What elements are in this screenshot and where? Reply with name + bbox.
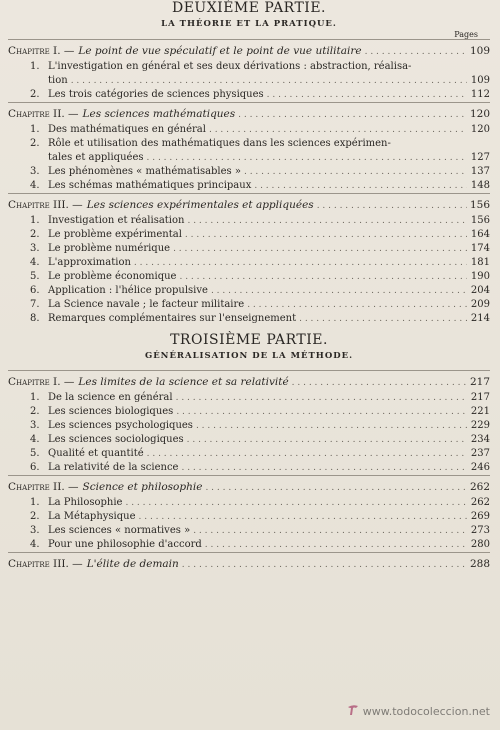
entry-page-number: 156 — [470, 215, 490, 226]
dot-leader — [173, 242, 467, 256]
entry-number: 8. — [30, 313, 40, 324]
entry-number: 1. — [30, 497, 40, 508]
entry-page-number: 174 — [470, 243, 490, 254]
dot-leader — [139, 510, 468, 524]
dot-leader — [254, 179, 467, 193]
chapter-row[interactable] — [8, 193, 490, 214]
entry-page-number: 148 — [470, 180, 490, 191]
dot-leader — [125, 496, 467, 510]
entry-page-number: 217 — [470, 392, 490, 403]
dot-leader — [179, 270, 467, 284]
entry-text: Les schémas mathématiques principaux — [48, 180, 252, 191]
toc-entry[interactable] — [30, 391, 490, 405]
watermark — [346, 703, 490, 720]
todocoleccion-logo-icon — [346, 703, 360, 720]
toc-entry[interactable] — [30, 405, 490, 419]
entry-text: Rôle et utilisation des mathématiques dans les sciences expérimen- — [48, 138, 391, 149]
toc-entry[interactable] — [30, 123, 490, 137]
dot-leader — [187, 433, 467, 447]
watermark-text: www.todocoleccion.net — [362, 705, 490, 718]
entry-text: La Métaphysique — [48, 511, 136, 522]
entry-number: 1. — [30, 392, 40, 403]
dot-leader — [247, 298, 467, 312]
toc-entry[interactable] — [30, 298, 490, 312]
entry-text: Les sciences biologiques — [48, 406, 174, 417]
chapter-title: L'élite de demain — [86, 558, 179, 570]
entry-text: Les sciences « normatives » — [48, 525, 191, 536]
chapter-page-number: 120 — [469, 108, 490, 120]
dot-leader — [317, 199, 467, 214]
toc-entry[interactable] — [30, 496, 490, 510]
toc-entry[interactable] — [30, 312, 490, 326]
chapter-row[interactable] — [8, 370, 490, 391]
entry-text: Le problème expérimental — [48, 229, 182, 240]
toc-entry[interactable] — [30, 461, 490, 475]
entry-number: 2. — [30, 511, 40, 522]
entry-text: Les sciences sociologiques — [48, 434, 184, 445]
toc-entry[interactable] — [30, 284, 490, 298]
toc-entry[interactable] — [30, 419, 490, 433]
chapter-title: Le point de vue spéculatif et le point de vue utilitaire — [78, 45, 362, 57]
chapter-label: Chapitre II. — — [8, 481, 79, 493]
entry-number: 2. — [30, 406, 40, 417]
entry-number: 2. — [30, 89, 40, 100]
dot-leader — [292, 376, 467, 391]
entry-text-continuation: tales et appliquées — [48, 152, 144, 163]
entry-page-number: 234 — [470, 434, 490, 445]
entry-number: 4. — [30, 180, 40, 191]
entry-text: Investigation et réalisation — [48, 215, 185, 226]
dot-leader — [71, 74, 467, 88]
entry-page-number: 221 — [470, 406, 490, 417]
part-subtitle: GÉNÉRALISATION DE LA MÉTHODE. — [144, 351, 354, 361]
chapter-label: Chapitre I. — — [8, 45, 75, 57]
entry-number: 4. — [30, 539, 40, 550]
entry-number: 4. — [30, 434, 40, 445]
entry-page-number: 280 — [470, 539, 490, 550]
toc-entry[interactable] — [30, 165, 490, 179]
entry-number: 1. — [30, 215, 40, 226]
entry-page-number: 214 — [470, 313, 490, 324]
entry-text: La relativité de la science — [48, 462, 179, 473]
dot-leader — [182, 558, 467, 573]
dot-leader — [193, 524, 467, 538]
entry-number: 2. — [30, 229, 40, 240]
dot-leader — [209, 123, 467, 137]
entry-number: 1. — [30, 61, 40, 72]
entry-page-number: 237 — [470, 448, 490, 459]
entry-text: L'investigation en général et ses deux dérivations : abstraction, réalisa- — [48, 61, 412, 72]
dot-leader — [205, 538, 467, 552]
toc-entry[interactable] — [30, 179, 490, 193]
chapter-label: Chapitre III. — — [8, 558, 83, 570]
chapter-title: Science et philosophie — [82, 481, 203, 493]
entry-text: Des mathématiques en général — [48, 124, 206, 135]
part-section — [8, 332, 490, 573]
toc-entry[interactable] — [30, 137, 490, 165]
part-title: TROISIÈME PARTIE. — [170, 332, 328, 348]
toc-entry[interactable] — [30, 88, 490, 102]
entry-text: Le problème numérique — [48, 243, 171, 254]
entry-text: Le problème économique — [48, 271, 177, 282]
entry-text-continuation: tion — [48, 75, 68, 86]
part-subtitle: LA THÉORIE ET LA PRATIQUE. — [161, 19, 337, 29]
entry-page-number: 120 — [470, 124, 490, 135]
toc-entry[interactable] — [30, 538, 490, 552]
dot-leader — [267, 88, 467, 102]
chapter-label: Chapitre II. — — [8, 108, 79, 120]
chapter-label: Chapitre I. — — [8, 376, 75, 388]
entry-page-number: 137 — [470, 166, 490, 177]
chapter-title: Les limites de la science et sa relativité — [78, 376, 289, 388]
entry-text: Les phénomènes « mathématisables » — [48, 166, 241, 177]
chapter-page-number: 109 — [469, 45, 490, 57]
entry-text: De la science en général — [48, 392, 173, 403]
chapter-label: Chapitre III. — — [8, 199, 83, 211]
dot-leader — [299, 312, 467, 326]
dot-leader — [176, 391, 467, 405]
entry-page-number: 190 — [470, 271, 490, 282]
entry-number: 7. — [30, 299, 40, 310]
dot-leader — [176, 405, 467, 419]
toc-entry[interactable] — [30, 433, 490, 447]
part-title: DEUXIÈME PARTIE. — [171, 0, 327, 16]
entry-text: Application : l'hélice propulsive — [48, 285, 208, 296]
part-section — [8, 0, 490, 326]
chapter-row[interactable] — [8, 552, 490, 573]
toc-entry[interactable] — [30, 447, 490, 461]
toc-entry[interactable] — [30, 214, 490, 228]
dot-leader — [238, 108, 467, 123]
entry-number: 4. — [30, 257, 40, 268]
entry-number: 5. — [30, 271, 40, 282]
entry-number: 1. — [30, 124, 40, 135]
dot-leader — [147, 151, 468, 165]
entry-page-number: 209 — [470, 299, 490, 310]
entry-text: La Philosophie — [48, 497, 123, 508]
entry-text: Remarques complémentaires sur l'enseignement — [48, 313, 297, 324]
chapter-row[interactable] — [8, 102, 490, 123]
entry-page-number: 164 — [470, 229, 490, 240]
entry-number: 6. — [30, 285, 40, 296]
toc-entry[interactable] — [30, 228, 490, 242]
dot-leader — [365, 45, 467, 60]
chapter-title: Les sciences mathématiques — [82, 108, 236, 120]
dot-leader — [211, 284, 467, 298]
entry-number: 6. — [30, 462, 40, 473]
chapter-page-number: 217 — [469, 376, 490, 388]
entry-text: Les trois catégories de sciences physiques — [48, 89, 264, 100]
dot-leader — [181, 461, 467, 475]
chapter-page-number: 288 — [469, 558, 490, 570]
entry-page-number: 246 — [470, 462, 490, 473]
entry-page-number: 109 — [470, 75, 490, 86]
entry-text: Qualité et quantité — [48, 448, 144, 459]
chapter-row[interactable] — [8, 39, 490, 60]
toc-entry[interactable] — [30, 242, 490, 256]
entry-number: 3. — [30, 525, 40, 536]
chapter-page-number: 262 — [469, 481, 490, 493]
entry-number: 3. — [30, 166, 40, 177]
toc-entry[interactable] — [30, 60, 490, 88]
toc-entry[interactable] — [30, 270, 490, 284]
dot-leader — [185, 228, 467, 242]
pages-column-label: Pages — [454, 30, 478, 39]
entry-page-number: 204 — [470, 285, 490, 296]
dot-leader — [147, 447, 467, 461]
chapter-title: Les sciences expérimentales et appliquées — [86, 199, 314, 211]
entry-page-number: 269 — [470, 511, 490, 522]
dot-leader — [187, 214, 467, 228]
toc-entry[interactable] — [30, 524, 490, 538]
chapter-row[interactable] — [8, 475, 490, 496]
entry-page-number: 273 — [470, 525, 490, 536]
dot-leader — [134, 256, 467, 270]
dot-leader — [196, 419, 467, 433]
entry-text: Les sciences psychologiques — [48, 420, 193, 431]
entry-page-number: 127 — [470, 152, 490, 163]
toc-entry[interactable] — [30, 510, 490, 524]
entry-text: Pour une philosophie d'accord — [48, 539, 202, 550]
dot-leader — [205, 481, 467, 496]
entry-text: La Science navale ; le facteur militaire — [48, 299, 245, 310]
entry-number: 3. — [30, 243, 40, 254]
entry-number: 3. — [30, 420, 40, 431]
chapter-page-number: 156 — [469, 199, 490, 211]
entry-page-number: 112 — [470, 89, 490, 100]
entry-number: 5. — [30, 448, 40, 459]
toc-entry[interactable] — [30, 256, 490, 270]
dot-leader — [244, 165, 467, 179]
entry-page-number: 229 — [470, 420, 490, 431]
entry-text: L'approximation — [48, 257, 131, 268]
entry-page-number: 262 — [470, 497, 490, 508]
entry-page-number: 181 — [470, 257, 490, 268]
entry-number: 2. — [30, 138, 40, 149]
